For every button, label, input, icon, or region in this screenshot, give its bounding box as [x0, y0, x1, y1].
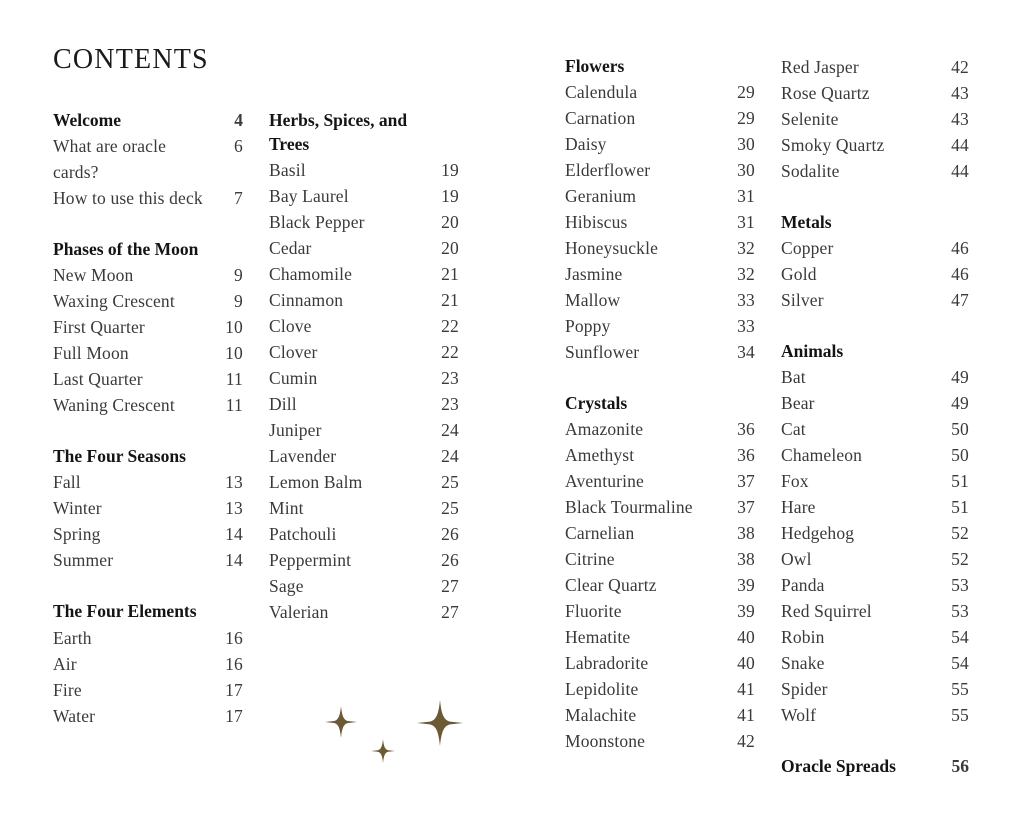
- contents-entry[interactable]: [53, 625, 243, 651]
- contents-entry-label: Hedgehog: [781, 523, 855, 544]
- contents-entry-page-number: 50: [951, 445, 969, 466]
- contents-entry-page-number: 40: [737, 653, 755, 674]
- contents-entry-label: Bear: [781, 393, 815, 414]
- section-heading-label: Phases of the Moon: [53, 239, 199, 260]
- contents-entry-page-number: 51: [951, 497, 969, 518]
- contents-entry[interactable]: [269, 235, 459, 261]
- contents-entry[interactable]: [269, 573, 459, 599]
- contents-entry-page-number: 33: [737, 290, 755, 311]
- contents-entry[interactable]: [565, 313, 755, 339]
- contents-entry-page-number: 26: [441, 524, 459, 545]
- contents-column-4: [781, 54, 969, 779]
- contents-entry[interactable]: [269, 365, 459, 391]
- contents-entry-label: Elderflower: [565, 160, 651, 181]
- contents-entry[interactable]: [53, 133, 243, 185]
- contents-column-2: [269, 108, 459, 625]
- contents-entry-label: Jasmine: [565, 264, 623, 285]
- contents-entry-label: Hibiscus: [565, 212, 628, 233]
- contents-entry-label: Lavender: [269, 446, 337, 467]
- contents-entry-label: Panda: [781, 575, 825, 596]
- contents-entry-label: Last Quarter: [53, 369, 143, 390]
- contents-entry-page-number: 30: [737, 134, 755, 155]
- contents-entry-label: Juniper: [269, 420, 322, 441]
- contents-section: [269, 108, 459, 625]
- contents-entry[interactable]: [781, 132, 969, 158]
- contents-entry-page-number: 39: [737, 601, 755, 622]
- contents-entry[interactable]: [53, 703, 243, 729]
- contents-entry-page-number: 31: [737, 186, 755, 207]
- contents-entry-label: Calendula: [565, 82, 638, 103]
- contents-entry-label: Red Squirrel: [781, 601, 872, 622]
- contents-entry-label: Fire: [53, 679, 82, 700]
- contents-entry[interactable]: [53, 340, 243, 366]
- contents-section: [781, 754, 969, 778]
- section-heading[interactable]: [53, 237, 243, 261]
- sparkle-small-icon: [371, 739, 395, 763]
- contents-entry[interactable]: [269, 261, 459, 287]
- contents-entry-page-number: 46: [951, 238, 969, 259]
- contents-entry-label: Amazonite: [565, 419, 644, 440]
- contents-entry[interactable]: [269, 495, 459, 521]
- contents-entry-page-number: 23: [441, 368, 459, 389]
- contents-entry-label: Red Jasper: [781, 57, 859, 77]
- contents-entry-page-number: 29: [737, 82, 755, 103]
- contents-entry[interactable]: [269, 183, 459, 209]
- contents-entry[interactable]: [781, 676, 969, 702]
- contents-entry-page-number: 53: [951, 601, 969, 622]
- section-heading[interactable]: [565, 391, 755, 415]
- contents-entry[interactable]: [565, 442, 755, 468]
- contents-entry-label: Spring: [53, 524, 101, 545]
- contents-entry[interactable]: [565, 339, 755, 365]
- contents-entry[interactable]: [269, 287, 459, 313]
- contents-entry-page-number: 9: [234, 265, 243, 286]
- contents-entry[interactable]: [269, 521, 459, 547]
- contents-entry-label: Earth: [53, 627, 92, 648]
- contents-entry[interactable]: [565, 183, 755, 209]
- contents-entry-page-number: 55: [951, 705, 969, 726]
- contents-section: [53, 444, 243, 573]
- section-heading-label: Crystals: [565, 393, 628, 414]
- contents-entry[interactable]: [565, 624, 755, 650]
- contents-entry[interactable]: [781, 54, 969, 80]
- contents-entry-page-number: 9: [234, 291, 243, 312]
- contents-entry-page-number: 38: [737, 549, 755, 570]
- contents-entry-page-number: 27: [441, 576, 459, 597]
- contents-entry-page-number: 13: [225, 472, 243, 493]
- contents-entry[interactable]: [565, 235, 755, 261]
- contents-entry[interactable]: [53, 547, 243, 573]
- contents-entry-label: Fall: [53, 472, 81, 493]
- contents-entry-page-number: 55: [951, 679, 969, 700]
- section-heading-label: Animals: [781, 341, 844, 362]
- section-heading[interactable]: [53, 108, 243, 132]
- contents-entry-page-number: 31: [737, 212, 755, 233]
- contents-entry-label: What are oracle cards?: [53, 136, 167, 183]
- contents-entry[interactable]: [53, 185, 243, 211]
- contents-entry[interactable]: [781, 624, 969, 650]
- contents-entry-label: Full Moon: [53, 343, 129, 364]
- contents-entry-page-number: 24: [441, 446, 459, 467]
- contents-entry-page-number: 44: [951, 135, 969, 155]
- contents-section: [53, 237, 243, 418]
- contents-entry-page-number: 21: [441, 290, 459, 311]
- contents-entry-page-number: 54: [951, 627, 969, 648]
- contents-entry-label: Fox: [781, 471, 809, 492]
- contents-entry-page-number: 36: [737, 419, 755, 440]
- contents-entry[interactable]: [269, 391, 459, 417]
- contents-entry-label: Honeysuckle: [565, 238, 659, 259]
- contents-entry[interactable]: [565, 650, 755, 676]
- contents-entry-label: Robin: [781, 627, 825, 648]
- contents-entry-label: Sunflower: [565, 342, 640, 363]
- contents-entry[interactable]: [269, 209, 459, 235]
- contents-entry[interactable]: [269, 339, 459, 365]
- contents-entry[interactable]: [781, 287, 969, 313]
- contents-entry-label: Carnation: [565, 108, 636, 129]
- contents-section: [565, 391, 755, 754]
- contents-entry-label: Water: [53, 705, 96, 726]
- contents-entry-label: Bay Laurel: [269, 186, 349, 207]
- contents-entry-page-number: 17: [225, 679, 243, 700]
- page-title: CONTENTS: [53, 44, 209, 75]
- contents-entry-page-number: 39: [737, 575, 755, 596]
- section-heading[interactable]: [781, 754, 969, 778]
- contents-entry[interactable]: [269, 599, 459, 625]
- contents-entry-page-number: 43: [951, 83, 969, 103]
- contents-entry-label: First Quarter: [53, 317, 145, 338]
- contents-entry[interactable]: [269, 313, 459, 339]
- section-heading-label: The Four Elements: [53, 601, 197, 622]
- contents-entry-page-number: 30: [737, 160, 755, 181]
- sparkle-large-icon: [417, 700, 463, 746]
- contents-entry-page-number: 37: [737, 471, 755, 492]
- contents-entry[interactable]: [53, 495, 243, 521]
- section-heading-label: Flowers: [565, 56, 625, 76]
- contents-section: [53, 599, 243, 728]
- contents-entry[interactable]: [781, 468, 969, 494]
- contents-entry-label: Owl: [781, 549, 812, 570]
- contents-entry-label: Sodalite: [781, 161, 840, 181]
- contents-entry-page-number: 16: [225, 627, 243, 648]
- contents-entry-label: Malachite: [565, 705, 637, 726]
- contents-entry[interactable]: [565, 105, 755, 131]
- contents-entry-page-number: 41: [737, 679, 755, 700]
- contents-entry-page-number: 42: [951, 57, 969, 77]
- section-heading[interactable]: [53, 599, 243, 623]
- contents-entry-page-number: 46: [951, 264, 969, 285]
- contents-entry-label: Selenite: [781, 109, 839, 129]
- contents-entry-page-number: 37: [737, 497, 755, 518]
- contents-entry-page-number: 29: [737, 108, 755, 129]
- contents-entry-label: Dill: [269, 394, 297, 415]
- contents-entry-page-number: 32: [737, 238, 755, 259]
- section-heading[interactable]: [53, 444, 243, 468]
- contents-entry[interactable]: [781, 416, 969, 442]
- contents-entry-label: Sage: [269, 576, 304, 597]
- contents-entry[interactable]: [269, 443, 459, 469]
- contents-entry[interactable]: [781, 158, 969, 184]
- contents-entry-label: Fluorite: [565, 601, 622, 622]
- section-heading-label: Herbs, Spices, and Trees: [269, 110, 408, 155]
- contents-entry[interactable]: [53, 262, 243, 288]
- contents-entry-label: Clover: [269, 342, 318, 363]
- contents-entry[interactable]: [53, 651, 243, 677]
- contents-entry-label: Mint: [269, 498, 304, 519]
- contents-entry-label: Aventurine: [565, 471, 644, 492]
- contents-entry-label: Amethyst: [565, 445, 635, 466]
- contents-entry[interactable]: [565, 546, 755, 572]
- contents-entry[interactable]: [565, 416, 755, 442]
- contents-entry-label: Poppy: [565, 316, 611, 337]
- contents-entry-page-number: 22: [441, 342, 459, 363]
- contents-entry-label: Copper: [781, 238, 834, 259]
- contents-entry-label: Waning Crescent: [53, 395, 175, 416]
- contents-entry-label: Lepidolite: [565, 679, 639, 700]
- section-heading[interactable]: [781, 339, 969, 363]
- contents-entry-label: Cumin: [269, 368, 318, 389]
- contents-entry-page-number: 44: [951, 161, 969, 181]
- contents-entry-page-number: 34: [737, 342, 755, 363]
- contents-entry-label: Wolf: [781, 705, 817, 726]
- contents-entry[interactable]: [781, 650, 969, 676]
- contents-entry[interactable]: [781, 702, 969, 728]
- contents-entry-page-number: 19: [441, 160, 459, 181]
- contents-entry[interactable]: [565, 572, 755, 598]
- contents-entry-label: Black Pepper: [269, 212, 365, 233]
- sparkle-medium-icon: [325, 706, 357, 738]
- contents-entry[interactable]: [781, 494, 969, 520]
- contents-entry[interactable]: [565, 131, 755, 157]
- contents-entry[interactable]: [781, 235, 969, 261]
- contents-entry[interactable]: [565, 598, 755, 624]
- contents-entry-page-number: 43: [951, 109, 969, 129]
- contents-entry-page-number: 50: [951, 419, 969, 440]
- contents-entry-label: Winter: [53, 498, 102, 519]
- contents-section: [565, 54, 755, 365]
- contents-entry[interactable]: [565, 520, 755, 546]
- contents-entry-page-number: 47: [951, 290, 969, 311]
- section-heading-label: Welcome: [53, 110, 122, 130]
- contents-entry-label: Black Tourmaline: [565, 497, 693, 518]
- section-heading-label: Oracle Spreads: [781, 756, 896, 777]
- contents-entry[interactable]: [53, 392, 243, 418]
- contents-entry[interactable]: [781, 546, 969, 572]
- contents-entry-label: Valerian: [269, 602, 329, 623]
- contents-entry-page-number: 41: [737, 705, 755, 726]
- contents-entry-page-number: 49: [951, 393, 969, 414]
- contents-column-3: [565, 54, 755, 754]
- section-heading[interactable]: [565, 54, 755, 78]
- contents-entry[interactable]: [269, 157, 459, 183]
- contents-entry-page-number: 6: [234, 136, 243, 157]
- contents-entry[interactable]: [565, 157, 755, 183]
- contents-entry-page-number: 13: [225, 498, 243, 519]
- section-heading-page-number: 4: [234, 110, 243, 130]
- contents-entry[interactable]: [269, 417, 459, 443]
- contents-entry[interactable]: [781, 261, 969, 287]
- contents-entry[interactable]: [53, 366, 243, 392]
- contents-entry-page-number: 23: [441, 394, 459, 415]
- contents-entry[interactable]: [781, 572, 969, 598]
- contents-entry-page-number: 42: [737, 731, 755, 752]
- contents-entry-page-number: 24: [441, 420, 459, 441]
- section-heading[interactable]: [781, 210, 969, 234]
- contents-entry-page-number: 40: [737, 627, 755, 648]
- contents-entry-label: Patchouli: [269, 524, 337, 545]
- contents-entry-page-number: 21: [441, 264, 459, 285]
- contents-entry[interactable]: [53, 288, 243, 314]
- contents-entry-label: Labradorite: [565, 653, 649, 674]
- contents-entry-page-number: 19: [441, 186, 459, 207]
- contents-entry-label: Snake: [781, 653, 825, 674]
- contents-entry-page-number: 51: [951, 471, 969, 492]
- contents-entry[interactable]: [781, 106, 969, 132]
- section-heading-label: The Four Seasons: [53, 446, 186, 467]
- contents-entry-label: Hematite: [565, 627, 631, 648]
- contents-entry[interactable]: [565, 494, 755, 520]
- contents-entry-page-number: 20: [441, 212, 459, 233]
- contents-entry[interactable]: [53, 677, 243, 703]
- contents-entry-page-number: 25: [441, 472, 459, 493]
- contents-entry-page-number: 32: [737, 264, 755, 285]
- contents-entry-page-number: 7: [234, 188, 243, 209]
- contents-entry-page-number: 11: [225, 369, 243, 390]
- contents-entry[interactable]: [781, 520, 969, 546]
- contents-entry-label: Basil: [269, 160, 306, 181]
- contents-entry-label: Hare: [781, 497, 816, 518]
- contents-entry-label: Daisy: [565, 134, 607, 155]
- contents-entry-label: Mallow: [565, 290, 621, 311]
- contents-entry-page-number: 17: [225, 705, 243, 726]
- contents-entry[interactable]: [781, 364, 969, 390]
- contents-entry-label: Smoky Quartz: [781, 135, 885, 155]
- contents-entry-page-number: 27: [441, 602, 459, 623]
- contents-entry-page-number: 33: [737, 316, 755, 337]
- contents-entry-page-number: 10: [225, 343, 243, 364]
- contents-entry[interactable]: [269, 469, 459, 495]
- contents-entry-page-number: 10: [225, 317, 243, 338]
- contents-entry-label: Cat: [781, 419, 806, 440]
- contents-entry-label: How to use this deck: [53, 188, 203, 209]
- contents-section: [781, 210, 969, 313]
- contents-entry-page-number: 53: [951, 575, 969, 596]
- contents-entry[interactable]: [565, 468, 755, 494]
- contents-entry-label: New Moon: [53, 265, 134, 286]
- contents-entry[interactable]: [781, 598, 969, 624]
- contents-entry-label: Air: [53, 653, 77, 674]
- contents-entry-label: Waxing Crescent: [53, 291, 175, 312]
- contents-entry-page-number: 54: [951, 653, 969, 674]
- contents-entry-page-number: 14: [225, 550, 243, 571]
- contents-entry-label: Rose Quartz: [781, 83, 870, 103]
- contents-entry-page-number: 22: [441, 316, 459, 337]
- contents-entry-label: Gold: [781, 264, 817, 285]
- contents-entry[interactable]: [565, 728, 755, 754]
- contents-entry[interactable]: [53, 521, 243, 547]
- contents-entry-page-number: 49: [951, 367, 969, 388]
- contents-entry[interactable]: [565, 287, 755, 313]
- contents-section: [781, 54, 969, 184]
- contents-entry-page-number: 36: [737, 445, 755, 466]
- contents-entry[interactable]: [53, 469, 243, 495]
- contents-entry[interactable]: [565, 261, 755, 287]
- contents-entry[interactable]: [565, 676, 755, 702]
- contents-entry-label: Summer: [53, 550, 114, 571]
- contents-entry[interactable]: [781, 390, 969, 416]
- contents-entry-label: Chameleon: [781, 445, 863, 466]
- contents-entry-label: Spider: [781, 679, 828, 700]
- section-heading-label: Metals: [781, 212, 832, 232]
- contents-entry-page-number: 11: [225, 395, 243, 416]
- contents-entry-page-number: 52: [951, 523, 969, 544]
- contents-entry-label: Cinnamon: [269, 290, 344, 311]
- contents-entry-label: Moonstone: [565, 731, 646, 752]
- section-heading-page-number: 56: [951, 756, 969, 777]
- contents-entry-page-number: 38: [737, 523, 755, 544]
- contents-entry-label: Cedar: [269, 238, 312, 259]
- contents-entry[interactable]: [781, 442, 969, 468]
- contents-section: [53, 108, 243, 211]
- contents-entry-label: Silver: [781, 290, 824, 311]
- contents-entry-label: Citrine: [565, 549, 615, 570]
- contents-entry-label: Bat: [781, 367, 806, 388]
- contents-entry-page-number: 26: [441, 550, 459, 571]
- section-heading[interactable]: [269, 108, 459, 156]
- contents-entry-page-number: 16: [225, 653, 243, 674]
- contents-entry-label: Clove: [269, 316, 312, 337]
- contents-entry-label: Chamomile: [269, 264, 353, 285]
- contents-column-1: [53, 108, 243, 729]
- contents-entry-page-number: 14: [225, 524, 243, 545]
- contents-section: [781, 339, 969, 728]
- contents-entry-label: Peppermint: [269, 550, 352, 571]
- contents-entry-page-number: 20: [441, 238, 459, 259]
- contents-entry[interactable]: [565, 702, 755, 728]
- contents-entry-label: Carnelian: [565, 523, 635, 544]
- contents-entry-page-number: 25: [441, 498, 459, 519]
- contents-entry-label: Clear Quartz: [565, 575, 657, 596]
- contents-entry-label: Geranium: [565, 186, 637, 207]
- contents-entry-label: Lemon Balm: [269, 472, 363, 493]
- contents-entry[interactable]: [269, 547, 459, 573]
- contents-entry[interactable]: [565, 209, 755, 235]
- contents-entry[interactable]: [53, 314, 243, 340]
- contents-entry-page-number: 52: [951, 549, 969, 570]
- contents-entry[interactable]: [781, 80, 969, 106]
- contents-entry[interactable]: [565, 79, 755, 105]
